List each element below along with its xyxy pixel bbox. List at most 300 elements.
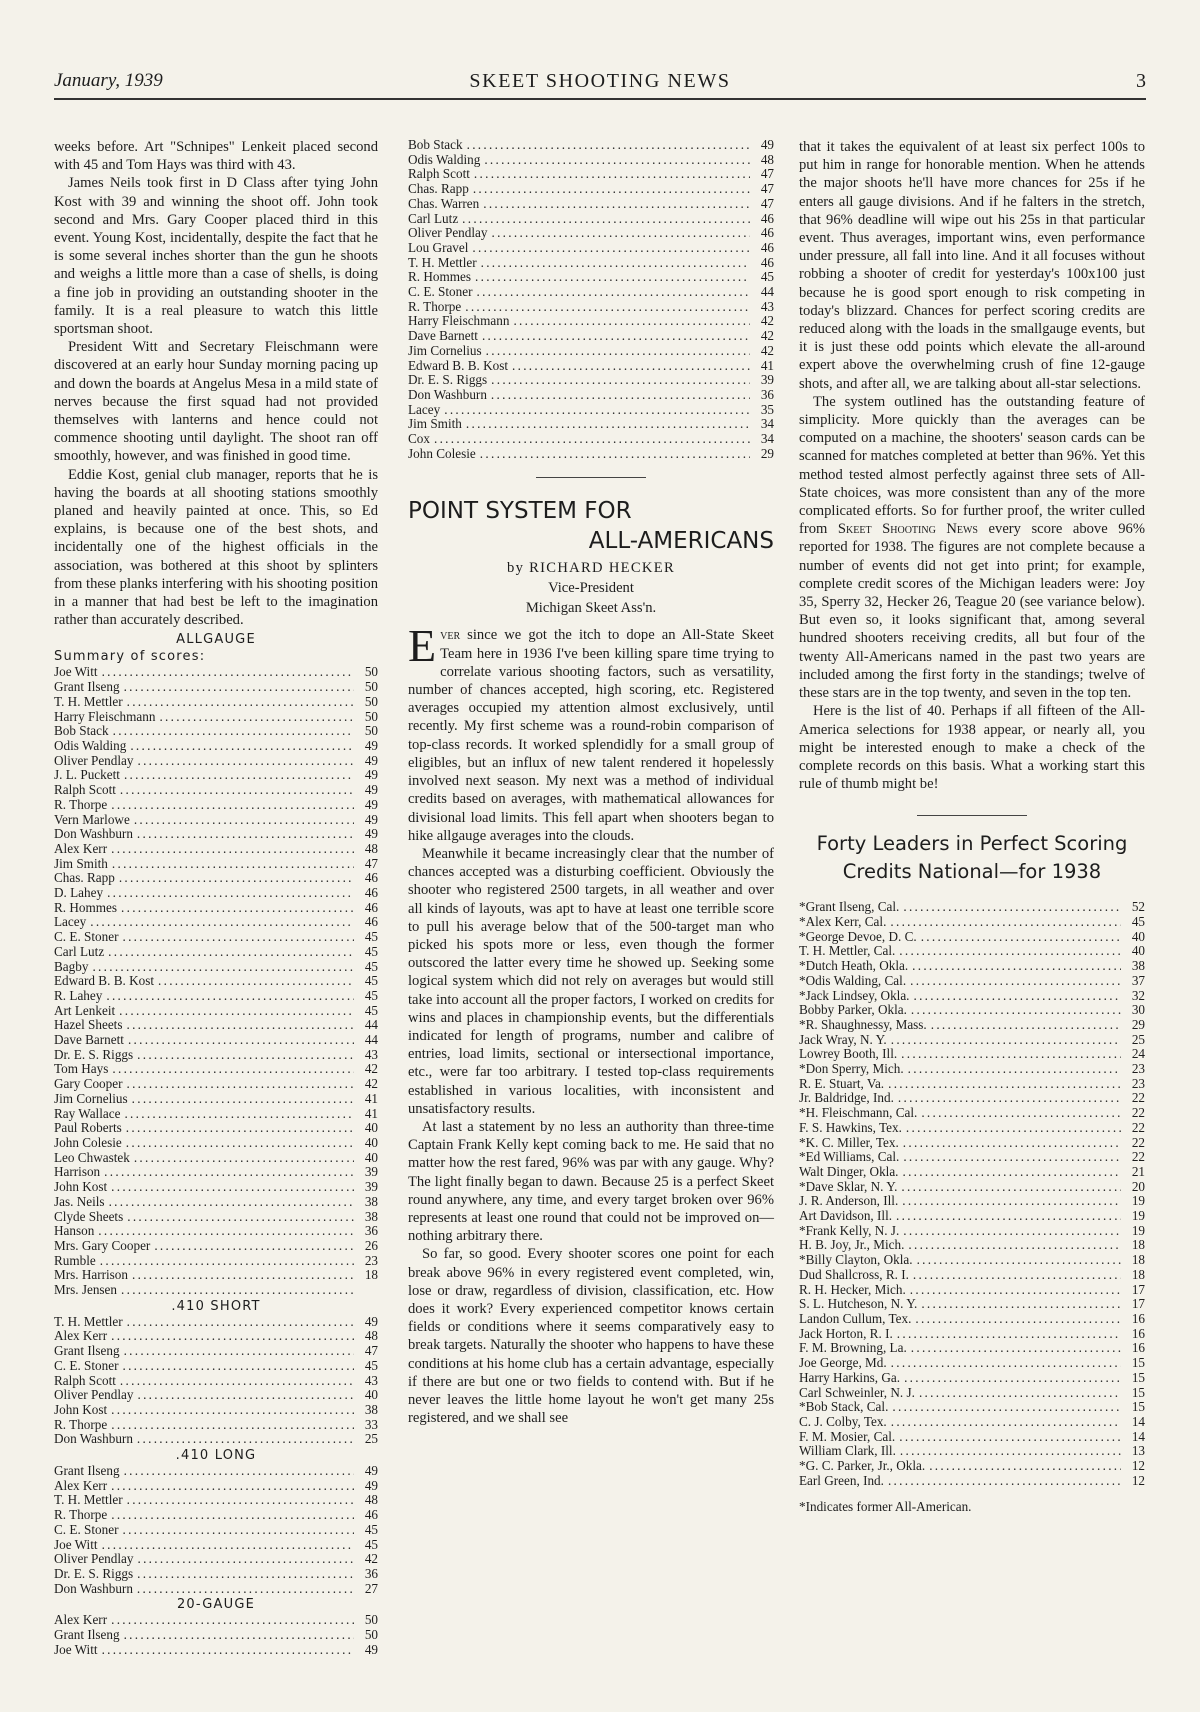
dot-leader	[137, 1432, 354, 1447]
shooter-name: *R. Shaughnessy, Mass.	[799, 1016, 927, 1032]
score: 17	[1131, 1296, 1145, 1312]
score: 45	[364, 943, 378, 959]
score: 47	[364, 1343, 378, 1359]
table-row	[54, 915, 378, 930]
dot-leader	[119, 1004, 354, 1019]
score: 38	[364, 1208, 378, 1224]
score: 23	[1131, 1075, 1145, 1091]
dot-leader	[913, 1268, 1121, 1283]
table-row	[799, 1062, 1145, 1077]
dot-leader	[128, 1033, 354, 1048]
score: 22	[1131, 1090, 1145, 1106]
score: 17	[1131, 1281, 1145, 1297]
shooter-name: R. Thorpe	[408, 298, 462, 314]
table-row	[54, 871, 378, 886]
shooter-name: Oliver Pendlay	[54, 752, 134, 768]
article-paragraph-list-intro: Here is the list of 40. Perhaps if all fifteen of the All-America selections for 1938 appear, or nearly all, you might be interested enough to make a check of the complete records on this basis. What a working start this rule of thumb might be!	[799, 703, 1145, 793]
dot-leader	[902, 1165, 1121, 1180]
dot-leader	[122, 1359, 354, 1374]
shooter-name: Leo Chwastek	[54, 1149, 130, 1165]
article-body	[408, 845, 774, 1428]
article-paragraph-system	[799, 393, 1145, 702]
dot-leader	[491, 226, 750, 241]
shooter-name: Alex Kerr	[54, 1477, 108, 1493]
score: 16	[1131, 1340, 1145, 1356]
shooter-name: *Billy Clayton, Okla.	[799, 1252, 913, 1268]
shooter-name: Odis Walding	[408, 151, 481, 167]
score: 49	[364, 738, 378, 753]
shooter-name: Tom Hays	[54, 1061, 109, 1077]
shooter-name: Joe Witt	[54, 1536, 98, 1552]
shooter-name: Dr. E. S. Riggs	[408, 372, 488, 388]
table-row	[54, 960, 378, 975]
table-row	[54, 989, 378, 1004]
long410-heading: .410 LONG	[175, 1448, 257, 1464]
dot-leader	[137, 827, 354, 842]
shooter-name: Chas. Warren	[408, 195, 480, 211]
table-row	[54, 724, 378, 739]
table-row	[54, 754, 378, 769]
table-row	[408, 359, 774, 374]
paragraph: James Neils took first in D Class after tying John Kost with 39 and winning the shoot off. John took second and Mrs. Gary Cooper placed third in this event. Young Kost, incidentally, despite the fact that he is some several inches shorter than the gun he shoots and weighs a little more than a case of shells, is doing a fine job in providing an outstanding shooter in the family. It is a real pleasure to watch this little sportsman shoot.	[54, 175, 378, 338]
shooter-name: R. Lahey	[54, 987, 103, 1003]
dot-leader	[901, 1180, 1121, 1195]
dot-leader	[113, 724, 354, 739]
score: 12	[1131, 1472, 1145, 1488]
table-row	[799, 1312, 1145, 1327]
table-row	[54, 1552, 378, 1567]
shooter-name: R. H. Hecker, Mich.	[799, 1281, 906, 1297]
column-left-text	[54, 138, 378, 629]
table-row	[54, 930, 378, 945]
table-row	[799, 1091, 1145, 1106]
table-row	[408, 447, 774, 462]
table-row	[408, 388, 774, 403]
leaders-title-line1: Forty Leaders in Perfect Scoring	[816, 832, 1128, 856]
score: 47	[760, 166, 774, 182]
shooter-name: Carl Lutz	[408, 210, 459, 226]
shooter-name: Bob Stack	[408, 137, 463, 152]
score: 16	[1131, 1311, 1145, 1326]
score: 50	[364, 1612, 378, 1628]
article-title-line1: POINT SYSTEM FOR	[408, 498, 632, 525]
byline	[408, 558, 774, 618]
shooter-name: Jim Smith	[54, 855, 108, 871]
score: 50	[364, 723, 378, 739]
dot-leader	[512, 359, 750, 374]
dot-leader	[112, 857, 354, 872]
table-row	[799, 1297, 1145, 1312]
dot-leader	[904, 1371, 1121, 1386]
score: 43	[760, 298, 774, 314]
shooter-name: Jim Cornelius	[54, 1090, 128, 1106]
score: 27	[364, 1580, 378, 1596]
score: 46	[364, 1507, 378, 1523]
table-row	[54, 1538, 378, 1553]
table-row	[54, 1315, 378, 1330]
dot-leader	[111, 1508, 354, 1523]
table-row	[799, 974, 1145, 989]
table-row	[54, 1092, 378, 1107]
shooter-name: Jas. Neils	[54, 1193, 105, 1209]
table-row	[54, 1268, 378, 1283]
score: 39	[364, 1179, 378, 1195]
dot-leader	[921, 1106, 1121, 1121]
shooter-name: Gary Cooper	[54, 1076, 123, 1092]
table-row	[408, 241, 774, 256]
dot-leader	[915, 1312, 1121, 1327]
dot-leader	[134, 813, 354, 828]
score: 32	[1131, 987, 1145, 1003]
shooter-name: Harry Harkins, Ga.	[799, 1369, 901, 1385]
shooter-name: *Bob Stack, Cal.	[799, 1399, 889, 1415]
score: 38	[1131, 958, 1145, 974]
dot-leader	[473, 182, 750, 197]
shooter-name: *Alex Kerr, Cal.	[799, 914, 887, 930]
article-continued	[799, 138, 1145, 393]
dot-leader	[903, 900, 1121, 915]
shooter-name: Bob Stack	[54, 723, 109, 739]
table-row	[54, 1359, 378, 1374]
table-row	[54, 1493, 378, 1508]
shooter-name: Earl Green, Ind.	[799, 1472, 884, 1488]
section-divider	[536, 477, 646, 478]
dot-leader	[481, 256, 750, 271]
table-row	[54, 1136, 378, 1151]
dot-leader	[137, 754, 354, 769]
shooter-name: Dave Barnett	[408, 328, 478, 344]
dot-leader	[90, 915, 354, 930]
dot-leader	[137, 1388, 354, 1403]
dot-leader	[158, 974, 354, 989]
author-title: Vice-President	[548, 580, 634, 597]
gauge20-table	[54, 1613, 378, 1657]
table-row	[799, 1033, 1145, 1048]
leaders-title-line2: Credits National—for 1938	[842, 860, 1102, 884]
shooter-name: *Frank Kelly, N. J.	[799, 1222, 900, 1238]
drop-cap: E	[408, 620, 437, 672]
table-row	[799, 1224, 1145, 1239]
shooter-name: Don Washburn	[54, 1431, 133, 1447]
score: 12	[1131, 1458, 1145, 1474]
table-row	[54, 1567, 378, 1582]
score: 37	[1131, 972, 1145, 988]
dot-leader	[154, 1239, 354, 1254]
table-row	[799, 1400, 1145, 1415]
dot-leader	[102, 1643, 354, 1658]
table-row	[799, 1356, 1145, 1371]
shooter-name: Don Washburn	[54, 826, 133, 842]
table-row	[799, 1018, 1145, 1033]
table-row	[54, 1077, 378, 1092]
dot-leader	[483, 197, 750, 212]
table-row	[54, 1239, 378, 1254]
dot-leader	[890, 915, 1121, 930]
score: 45	[760, 269, 774, 285]
table-row	[408, 167, 774, 182]
table-row	[408, 182, 774, 197]
dot-leader	[108, 945, 354, 960]
shooter-name: Harry Fleischmann	[408, 313, 510, 329]
dot-leader	[910, 1283, 1121, 1298]
score: 22	[1131, 1149, 1145, 1165]
score: 19	[1131, 1193, 1145, 1209]
dot-leader	[891, 1033, 1121, 1048]
shooter-name: Lacey	[408, 401, 441, 417]
score: 43	[364, 1046, 378, 1062]
shooter-name: F. M. Mosier, Cal.	[799, 1428, 896, 1444]
dot-leader	[98, 1224, 354, 1239]
shooter-name: Jack Horton, R. I.	[799, 1325, 893, 1341]
shooter-name: *Dutch Heath, Okla.	[799, 958, 909, 974]
shooter-name: R. Thorpe	[54, 1507, 108, 1523]
score: 49	[364, 1313, 378, 1329]
dot-leader	[124, 1107, 354, 1122]
shooter-name: Mrs. Gary Cooper	[54, 1237, 151, 1253]
dot-leader	[486, 344, 750, 359]
shooter-name: Clyde Sheets	[54, 1208, 124, 1224]
score: 40	[364, 1387, 378, 1403]
table-row	[408, 153, 774, 168]
score: 49	[364, 782, 378, 798]
table-row	[54, 665, 378, 680]
dot-leader	[107, 886, 354, 901]
paragraph: Eddie Kost, genial club manager, reports that he is having the boards at all shooting stations smoothly planed and heavily painted at once. This, so Ed explains, is because one of the best shots, and incidentally one of the highest officials in the association, was bothered at this shoot by splinters from these planks interfering with his shooting position in a manner that had best be left to the imagination rather than accurately described.	[54, 466, 378, 629]
score: 48	[364, 1328, 378, 1344]
page-number: 3	[1136, 70, 1146, 92]
score: 49	[364, 796, 378, 812]
dot-leader	[899, 944, 1121, 959]
dot-leader	[911, 1341, 1121, 1356]
table-row	[799, 1444, 1145, 1459]
table-row	[54, 1224, 378, 1239]
score: 22	[1131, 1119, 1145, 1135]
table-row	[408, 344, 774, 359]
shooter-name: Oliver Pendlay	[54, 1387, 134, 1403]
score: 43	[364, 1372, 378, 1388]
column-right	[799, 138, 1145, 1517]
score: 45	[364, 1521, 378, 1537]
table-row	[54, 739, 378, 754]
table-row	[54, 783, 378, 798]
dot-leader	[910, 974, 1121, 989]
table-row	[54, 1165, 378, 1180]
shooter-name: *K. C. Miller, Tex.	[799, 1134, 899, 1150]
dot-leader	[892, 1400, 1121, 1415]
score: 44	[364, 1017, 378, 1033]
table-row	[54, 710, 378, 725]
table-row	[54, 1195, 378, 1210]
score: 42	[364, 1551, 378, 1567]
table-row	[54, 695, 378, 710]
shooter-name: *Don Sperry, Mich.	[799, 1061, 904, 1077]
score: 50	[364, 1627, 378, 1643]
dot-leader	[127, 1493, 354, 1508]
dot-leader	[109, 1195, 354, 1210]
shooter-name: R. Hommes	[408, 269, 472, 285]
table-row	[799, 1136, 1145, 1151]
table-row	[799, 1150, 1145, 1165]
shooter-name: T. H. Mettler, Cal.	[799, 943, 896, 959]
table-row	[799, 989, 1145, 1004]
table-row	[408, 138, 774, 153]
table-row	[408, 270, 774, 285]
page-header	[54, 70, 1146, 96]
score: 40	[364, 1134, 378, 1150]
shooter-name: C. E. Stoner	[54, 1357, 119, 1373]
dot-leader	[474, 167, 750, 182]
score: 24	[1131, 1046, 1145, 1062]
dot-leader	[124, 1464, 354, 1479]
dot-leader	[476, 285, 750, 300]
dot-leader	[906, 1121, 1121, 1136]
score: 18	[364, 1267, 378, 1283]
shooter-name: J. R. Anderson, Ill.	[799, 1193, 899, 1209]
score: 38	[364, 1401, 378, 1417]
shooter-name: T. H. Mettler	[54, 693, 123, 709]
dot-leader	[132, 1092, 354, 1107]
table-row	[54, 1004, 378, 1019]
dot-leader	[467, 138, 750, 153]
score: 22	[1131, 1134, 1145, 1150]
score: 45	[1131, 914, 1145, 930]
shooter-name: C. J. Colby, Tex.	[799, 1413, 887, 1429]
table-row	[799, 1238, 1145, 1253]
table-row	[408, 329, 774, 344]
dot-leader	[899, 1430, 1121, 1445]
dot-leader	[119, 871, 354, 886]
table-row	[799, 930, 1145, 945]
score: 42	[364, 1076, 378, 1092]
shooter-name: Mrs. Jensen	[54, 1282, 118, 1298]
shooter-name: Lowrey Booth, Ill.	[799, 1046, 898, 1062]
table-row	[54, 1418, 378, 1433]
score: 49	[760, 137, 774, 152]
shooter-name: Jr. Baldridge, Ind.	[799, 1090, 894, 1106]
shooter-name: Ray Wallace	[54, 1105, 121, 1121]
table-row	[54, 798, 378, 813]
table-row	[54, 1151, 378, 1166]
shooter-name: *H. Fleischmann, Cal.	[799, 1105, 918, 1121]
dot-leader	[111, 1403, 354, 1418]
shooter-name: Don Washburn	[54, 1580, 133, 1596]
score: 14	[1131, 1428, 1145, 1444]
table-row	[799, 1268, 1145, 1283]
score: 49	[364, 767, 378, 783]
paragraph: weeks before. Art "Schnipes" Lenkeit placed second with 45 and Tom Hays was third with 43.	[54, 139, 378, 174]
dot-leader	[111, 1613, 354, 1628]
table-row	[408, 285, 774, 300]
score: 49	[364, 1641, 378, 1657]
shooter-name: Dr. E. S. Riggs	[54, 1046, 134, 1062]
score: 20	[1131, 1178, 1145, 1194]
shooter-name: Ralph Scott	[408, 166, 470, 182]
paragraph-text-continued: every score above 96% reported for 1938. The figures are not complete because a number of events did not get into print; for example, complete credit scores of the Michigan leaders were: Joy 35, Sperry 32, Hecker 26, Teague 20 (see variance below). But even so, it looks significant that, among several hundred shooters receiving credits, all but four of the twenty All-Americans named in the past two years are included among the first forty in the standings; twelve of these stars are in the top twenty, and seven in the top ten.	[799, 521, 1145, 702]
shooter-name: Odis Walding	[54, 738, 127, 753]
table-row	[54, 768, 378, 783]
dot-leader	[911, 1003, 1121, 1018]
dot-leader	[891, 1356, 1121, 1371]
dot-leader	[124, 1628, 354, 1643]
score: 41	[364, 1105, 378, 1121]
shooter-name: Oliver Pendlay	[408, 225, 488, 241]
table-row	[799, 1253, 1145, 1268]
score: 15	[1131, 1384, 1145, 1400]
table-row	[799, 1430, 1145, 1445]
score: 46	[364, 899, 378, 915]
shooter-name: T. H. Mettler	[54, 1313, 123, 1329]
score: 26	[364, 1237, 378, 1253]
article-title-line2: ALL-AMERICANS	[588, 528, 774, 555]
dot-leader	[111, 1329, 354, 1344]
shooter-name: R. E. Stuart, Va.	[799, 1075, 885, 1091]
article-first-paragraph	[408, 620, 774, 844]
shooter-name: F. M. Browning, La.	[799, 1340, 907, 1356]
table-row	[799, 1327, 1145, 1342]
dot-leader	[132, 1268, 354, 1283]
shooter-name: Grant Ilseng	[54, 1627, 120, 1643]
shooter-name: Bobby Parker, Okla.	[799, 1002, 907, 1018]
score: 41	[760, 357, 774, 373]
score: 50	[364, 693, 378, 709]
score: 45	[364, 1536, 378, 1552]
shooter-name: Walt Dinger, Okla.	[799, 1163, 899, 1179]
dot-leader	[491, 388, 750, 403]
shooter-name: John Colesie	[54, 1134, 122, 1150]
table-row	[54, 1329, 378, 1344]
score: 42	[760, 328, 774, 344]
dot-leader	[891, 1415, 1121, 1430]
dot-leader	[106, 989, 354, 1004]
shooter-name: Alex Kerr	[54, 1612, 108, 1628]
table-row	[408, 432, 774, 447]
shooter-name: Jim Smith	[408, 416, 462, 432]
shooter-name: Harry Fleischmann	[54, 708, 156, 724]
table-row	[54, 680, 378, 695]
score: 49	[364, 826, 378, 842]
shooter-name: Harrison	[54, 1164, 101, 1180]
score: 23	[364, 1252, 378, 1268]
score: 14	[1131, 1413, 1145, 1429]
table-row	[54, 1613, 378, 1628]
table-row	[799, 1474, 1145, 1489]
shooter-name: D. Lahey	[54, 885, 104, 901]
short410-table	[54, 1315, 378, 1447]
shooter-name: Rumble	[54, 1252, 96, 1268]
table-row	[54, 1643, 378, 1658]
table-row	[54, 1508, 378, 1523]
table-row	[799, 1121, 1145, 1136]
dot-leader	[111, 798, 354, 813]
table-row	[408, 212, 774, 227]
shooter-name: Edward B. B. Kost	[408, 357, 509, 373]
shooter-name: Edward B. B. Kost	[54, 973, 155, 989]
shooter-name: William Clark, Ill.	[799, 1443, 896, 1459]
shooter-name: *Odis Walding, Cal.	[799, 972, 907, 988]
table-row	[408, 256, 774, 271]
table-row	[54, 842, 378, 857]
shooter-name: Jack Wray, N. Y.	[799, 1031, 887, 1047]
table-row	[54, 1582, 378, 1597]
dot-leader	[127, 695, 354, 710]
shooter-name: Jim Cornelius	[408, 342, 482, 358]
shooter-name: Chas. Rapp	[408, 181, 469, 197]
score: 45	[364, 1002, 378, 1018]
shooter-name: H. B. Joy, Jr., Mich.	[799, 1237, 905, 1253]
article-title	[408, 496, 774, 556]
score: 46	[364, 914, 378, 930]
table-row	[54, 857, 378, 872]
